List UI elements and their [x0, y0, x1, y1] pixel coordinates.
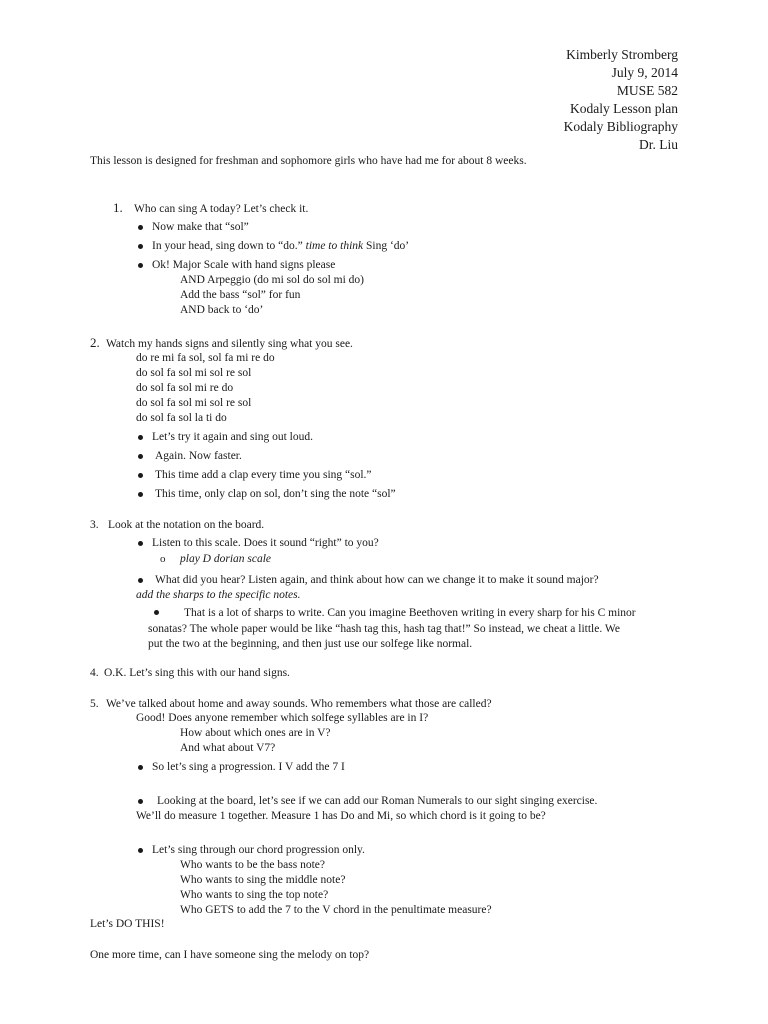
section-2-text: Watch my hands signs and silently sing what you see. — [106, 338, 353, 350]
s1-bullet-3: Ok! Major Scale with hand signs please — [152, 259, 336, 271]
s1-sub-3: AND back to ‘do’ — [180, 304, 264, 316]
solfege-pattern-1: do re mi fa sol, sol fa mi re do — [136, 352, 275, 364]
s2-bullet-3: This time add a clap every time you sing “sol.” — [155, 469, 372, 481]
section-3-number: 3. — [90, 519, 99, 531]
s1-bullet-2-text: In your head, sing down to “do.” — [152, 240, 303, 252]
s3-sub-bullet: play D dorian scale — [180, 553, 272, 565]
s5-good: Good! Does anyone remember which solfege syllables are in I? — [136, 712, 429, 724]
section-4-text: O.K. Let’s sing this with our hand signs. — [104, 667, 290, 679]
bullet-icon — [138, 799, 143, 804]
closing-line-2: One more time, can I have someone sing the melody on top? — [90, 949, 370, 961]
course-code: MUSE 582 — [616, 83, 678, 98]
solfege-pattern-3: do sol fa sol mi re do — [136, 382, 234, 394]
bullet-icon — [154, 610, 159, 615]
bullet-icon — [138, 765, 143, 770]
bullet-icon — [138, 435, 143, 440]
s5-who-2: Who wants to sing the middle note? — [180, 874, 346, 886]
doc-subtitle: Kodaly Bibliography — [563, 119, 678, 134]
s5-bullet-1: So let’s sing a progression. I V add the 7 I — [152, 761, 345, 773]
solfege-pattern-4: do sol fa sol mi sol re sol — [136, 397, 252, 409]
s5-question-1: How about which ones are in V? — [180, 727, 331, 739]
s2-bullet-2: Again. Now faster. — [155, 450, 242, 462]
section-3-text: Look at the notation on the board. — [108, 519, 265, 531]
bullet-icon — [138, 541, 143, 546]
s5-bullet-2: Looking at the board, let’s see if we can add our Roman Numerals to our sight singing exercise. — [157, 795, 598, 807]
closing-line-1: Let’s DO THIS! — [90, 918, 165, 930]
s1-bullet-2-italic: time to think — [305, 240, 364, 252]
s5-who-1: Who wants to be the bass note? — [180, 859, 325, 871]
section-1-number: 1. — [113, 200, 123, 215]
s5-measure-text: We’ll do measure 1 together. Measure 1 has Do and Mi, so which chord is it going to be? — [136, 810, 546, 822]
s1-bullet-2 — [152, 239, 409, 253]
s1-bullet-2-end: Sing ‘do’ — [366, 240, 410, 252]
instructor: Dr. Liu — [639, 137, 678, 152]
s3-bullet-3-line-1: That is a lot of sharps to write. Can you imagine Beethoven writing in every sharp for his C minor — [184, 607, 636, 619]
s1-bullet-1: Now make that “sol” — [152, 221, 249, 233]
section-4-number: 4. — [90, 667, 99, 679]
s5-who-3: Who wants to sing the top note? — [180, 889, 329, 901]
intro-text: This lesson is designed for freshman and sophomore girls who have had me for about 8 weeks. — [90, 155, 527, 167]
date: July 9, 2014 — [611, 65, 678, 80]
bullet-icon — [138, 244, 143, 249]
s1-sub-2: Add the bass “sol” for fun — [180, 289, 301, 301]
doc-title: Kodaly Lesson plan — [570, 101, 678, 116]
section-2-number: 2. — [90, 335, 100, 350]
s5-bullet-3: Let’s sing through our chord progression only. — [152, 844, 365, 856]
s3-bullet-3-line-3: put the two at the beginning, and then just use our solfege like normal. — [148, 638, 473, 650]
circle-bullet-icon: o — [160, 553, 166, 565]
s5-question-2: And what about V7? — [180, 742, 276, 754]
solfege-pattern-2: do sol fa sol mi sol re sol — [136, 367, 252, 379]
section-1-text: Who can sing A today? Let’s check it. — [134, 203, 309, 215]
solfege-pattern-5: do sol fa sol la ti do — [136, 412, 227, 424]
bullet-icon — [138, 225, 143, 230]
bullet-icon — [138, 848, 143, 853]
s2-bullet-4: This time, only clap on sol, don’t sing the note “sol” — [155, 488, 396, 500]
author-name: Kimberly Stromberg — [566, 47, 678, 62]
s5-who-4: Who GETS to add the 7 to the V chord in the penultimate measure? — [180, 904, 492, 916]
s1-sub-1: AND Arpeggio (do mi sol do sol mi do) — [180, 274, 364, 286]
s3-bullet-3-line-2: sonatas? The whole paper would be like “hash tag this, hash tag that!” So instead, we cheat a little. We — [148, 623, 620, 635]
section-5-text: We’ve talked about home and away sounds. Who remembers what those are called? — [106, 698, 492, 710]
bullet-icon — [138, 492, 143, 497]
s3-bullet-1: Listen to this scale. Does it sound “right” to you? — [152, 537, 379, 549]
bullet-icon — [138, 263, 143, 268]
bullet-icon — [138, 473, 143, 478]
bullet-icon — [138, 454, 143, 459]
s3-bullet-2: What did you hear? Listen again, and think about how can we change it to make it sound major? — [155, 574, 599, 586]
bullet-icon — [138, 578, 143, 583]
s2-bullet-1: Let’s try it again and sing out loud. — [152, 431, 313, 443]
section-5-number: 5. — [90, 698, 99, 710]
s3-note: add the sharps to the specific notes. — [136, 589, 301, 601]
